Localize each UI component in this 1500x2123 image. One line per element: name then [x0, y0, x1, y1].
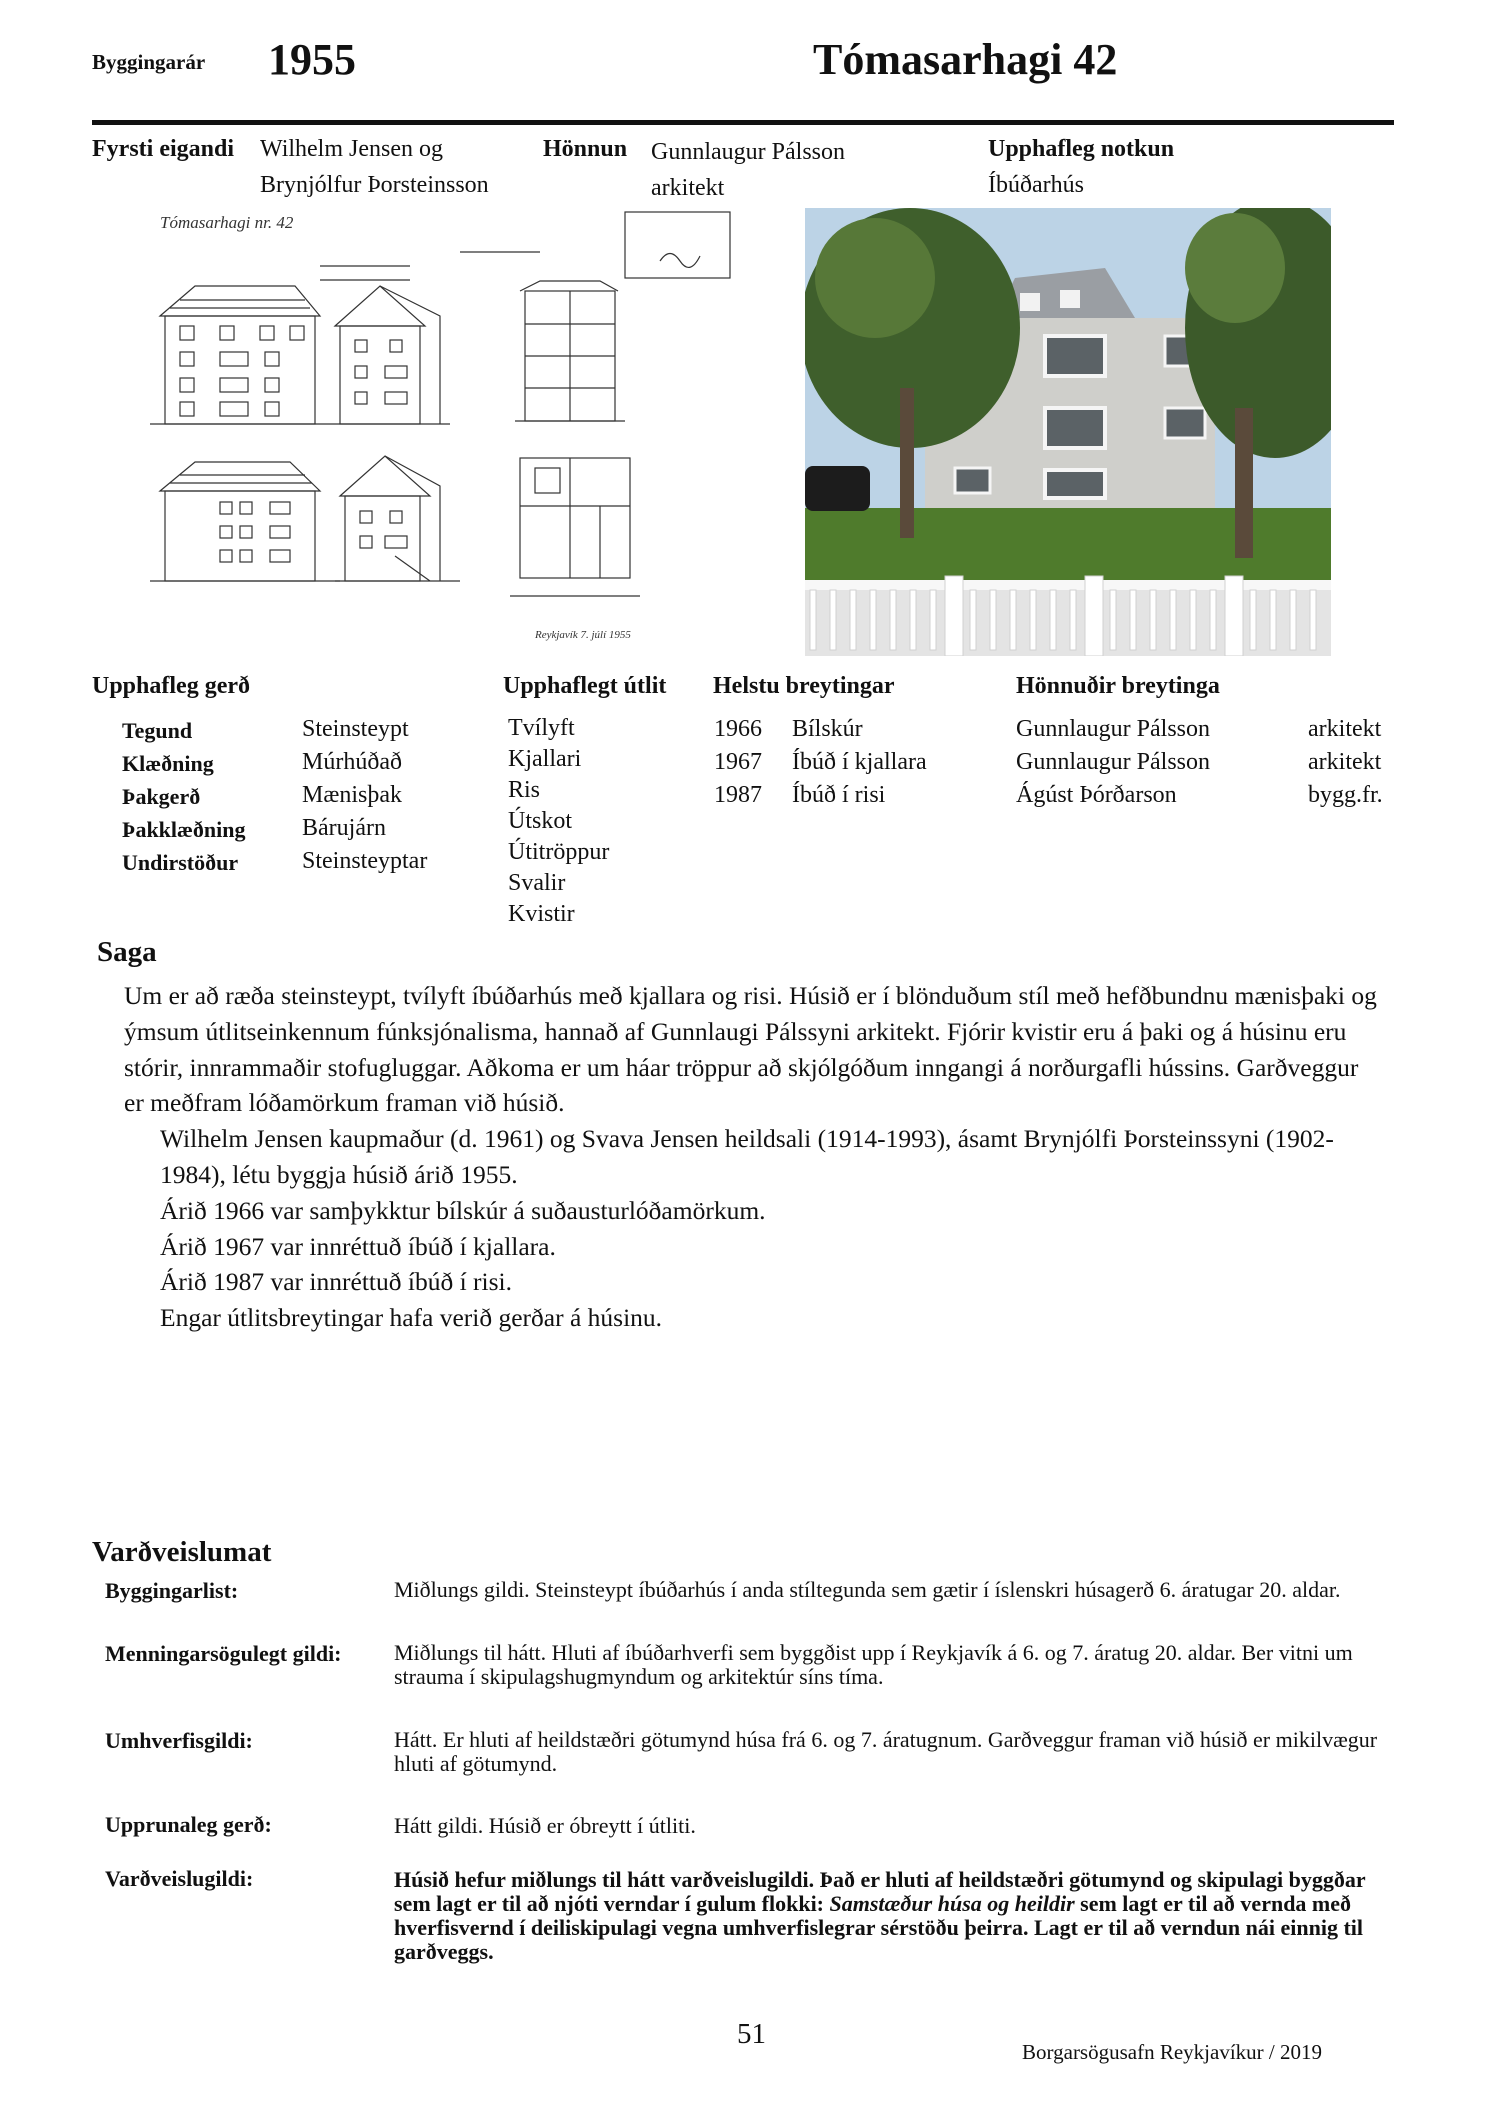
saga-paragraph: Engar útlitsbreytingar hafa verið gerðar á húsinu. [160, 1303, 663, 1333]
saga-heading: Saga [97, 936, 157, 968]
original-look-title: Upphaflegt útlit [503, 673, 667, 699]
designer-label: Hönnun [543, 136, 628, 162]
original-form-labels [122, 714, 246, 879]
construction-year: 1955 [268, 35, 356, 84]
owner-line-2: Brynjólfur Þorsteinsson [260, 172, 489, 198]
cultural-history-label: Menningarsögulegt gildi: [105, 1641, 342, 1666]
original-form-title: Upphafleg gerð [92, 673, 250, 699]
conservation-heading: Varðveislumat [92, 1536, 272, 1568]
saga-paragraph: Árið 1987 var innréttuð íbúð í risi. [160, 1267, 512, 1297]
environment-text: Hátt. Er hluti af heildstæðri götumynd húsa frá 6. og 7. áratugnum. Garðveggur framan við húsið er mikilvægur hluti af götumynd. [394, 1727, 1378, 1776]
side-elevation [330, 286, 450, 424]
roof-type-value: Mænisþak [302, 782, 403, 808]
change-description: Íbúð í risi [792, 782, 886, 808]
original-look-list [508, 713, 609, 930]
front-elevation [150, 286, 330, 424]
change-year: 1966 [714, 716, 762, 742]
list-item: Útitröppur [508, 839, 610, 865]
list-item: Kvistir [508, 901, 575, 927]
foundation-value: Steinsteyptar [302, 848, 428, 874]
original-form-value-label: Upprunaleg gerð: [105, 1812, 272, 1837]
original-use-label: Upphafleg notkun [988, 136, 1175, 162]
list-item: Útskot [508, 808, 573, 834]
owner-label: Fyrsti eigandi [92, 136, 234, 162]
change-year: 1987 [714, 782, 762, 808]
change-designer-name: Gunnlaugur Pálsson [1016, 716, 1210, 742]
original-form-values [302, 713, 427, 878]
page-title: Tómasarhagi 42 [813, 35, 1118, 84]
saga-paragraph: Árið 1966 var samþykktur bílskúr á suðausturlóðamörkum. [160, 1195, 766, 1225]
change-year: 1967 [714, 749, 762, 775]
publisher-footer: Borgarsögusafn Reykjavíkur / 2019 [1022, 2040, 1322, 2064]
building-photo [805, 208, 1331, 656]
change-designer-name: Gunnlaugur Pálsson [1016, 749, 1210, 775]
list-item: Ris [508, 777, 541, 803]
drawing-signature: Reykjavík 7. júlí 1955 [535, 629, 631, 641]
designer-values [651, 134, 845, 206]
cultural-history-text: Miðlungs til hátt. Hluti af íbúðarhverfi sem byggðist upp í Reykjavík á 6. og 7. áratug 20. aldar. Ber vitni um strauma í skipulagshugmyndum og arkitektúr síns tíma. [394, 1640, 1353, 1689]
type-label: Tegund [122, 718, 193, 743]
original-form-value-text: Hátt gildi. Húsið er óbreytt í útliti. [394, 1813, 696, 1838]
change-designers-title: Hönnuðir breytinga [1016, 673, 1220, 699]
section-drawing [515, 281, 625, 421]
roof-type-label: Þakgerð [122, 784, 201, 809]
conservation-category: Samstæður húsa og heildir [829, 1891, 1075, 1916]
floor-plan [510, 458, 640, 596]
conservation-value-text [394, 1868, 1384, 1964]
environment-label: Umhverfisgildi: [105, 1728, 253, 1753]
change-description: Íbúð í kjallara [792, 749, 927, 775]
owner-values [260, 131, 489, 203]
change-designers-names [1016, 713, 1210, 812]
list-item: Kjallari [508, 746, 582, 772]
architectural-drawings [140, 206, 734, 654]
header-divider [92, 120, 1394, 125]
owner-line-1: Wilhelm Jensen og [260, 136, 443, 162]
saga-paragraph: Árið 1967 var innréttuð íbúð í kjallara. [160, 1231, 556, 1261]
change-designers-roles [1308, 713, 1383, 812]
list-item: Tvílyft [508, 715, 575, 741]
north-elevation [335, 456, 460, 581]
saga-paragraph: Um er að ræða steinsteypt, tvílyft íbúðarhús með kjallara og risi. Húsið er í blönduðum stíl með hefðbundnu mænisþaki og ýmsum útlitseinkennum fúnksjónalisma, hannað af Gunnlaugi Pálssyni arkitekt. Fjórir kvistir eru á þaki og á húsinu eru stórir, innrammaðir stofugluggar. Aðkoma er um háar tröppur að skjólgóðum inngangi á norðurgafli hússins. Garðveggur er meðfram lóðamörkum framan við húsið. [124, 981, 1377, 1118]
change-designer-name: Ágúst Þórðarson [1016, 782, 1177, 808]
changes-title: Helstu breytingar [713, 673, 895, 699]
saga-paragraph: Wilhelm Jensen kaupmaður (d. 1961) og Svava Jensen heildsali (1914-1993), ásamt Brynjólfi Þorsteinssyni (1902-1984), létu byggja húsið árið 1955. [160, 1124, 1334, 1189]
roof-cladding-value: Bárujárn [302, 815, 386, 841]
conservation-value-text-a: Húsið hefur miðlungs til hátt varðveislugildi. Það er hluti af heildstæðri götumynd og skipulagi byggðar sem lagt er til að njóti verndar í gulum flokki: [394, 1867, 1366, 1916]
designer-line-2: arkitekt [651, 175, 725, 201]
construction-year-label: Byggingarár [92, 50, 206, 74]
page-number: 51 [737, 2018, 766, 2050]
cladding-value: Múrhúðað [302, 749, 402, 775]
saga-text [124, 978, 1384, 1336]
cladding-label: Klæðning [122, 751, 214, 776]
foundation-label: Undirstöður [122, 850, 239, 875]
change-designer-role: bygg.fr. [1308, 782, 1383, 808]
list-item: Svalir [508, 870, 566, 896]
original-use-value: Íbúðarhús [988, 172, 1084, 198]
designer-line-1: Gunnlaugur Pálsson [651, 139, 845, 165]
type-value: Steinsteypt [302, 716, 409, 742]
architecture-text: Miðlungs gildi. Steinsteypt íbúðarhús í anda stíltegunda sem gætir í íslenskri húsagerð 6. áratugar 20. aldar. [394, 1577, 1341, 1602]
changes-years [714, 713, 762, 812]
roof-cladding-label: Þakklæðning [122, 817, 246, 842]
rear-elevation [150, 462, 340, 581]
change-description: Bílskúr [792, 716, 863, 742]
changes-descriptions [792, 713, 927, 812]
change-designer-role: arkitekt [1308, 716, 1382, 742]
conservation-value-text-c: sem lagt er til að vernda með hverfisvernd í deiliskipulagi vegna umhverfislegrar sérstöðu þeirra. Lagt er til að verndun nái einnig til garðveggs. [394, 1891, 1364, 1964]
drawing-caption: Tómasarhagi nr. 42 [160, 213, 294, 232]
conservation-value-label: Varðveislugildi: [105, 1866, 254, 1891]
architecture-label: Byggingarlist: [105, 1578, 239, 1603]
change-designer-role: arkitekt [1308, 749, 1382, 775]
